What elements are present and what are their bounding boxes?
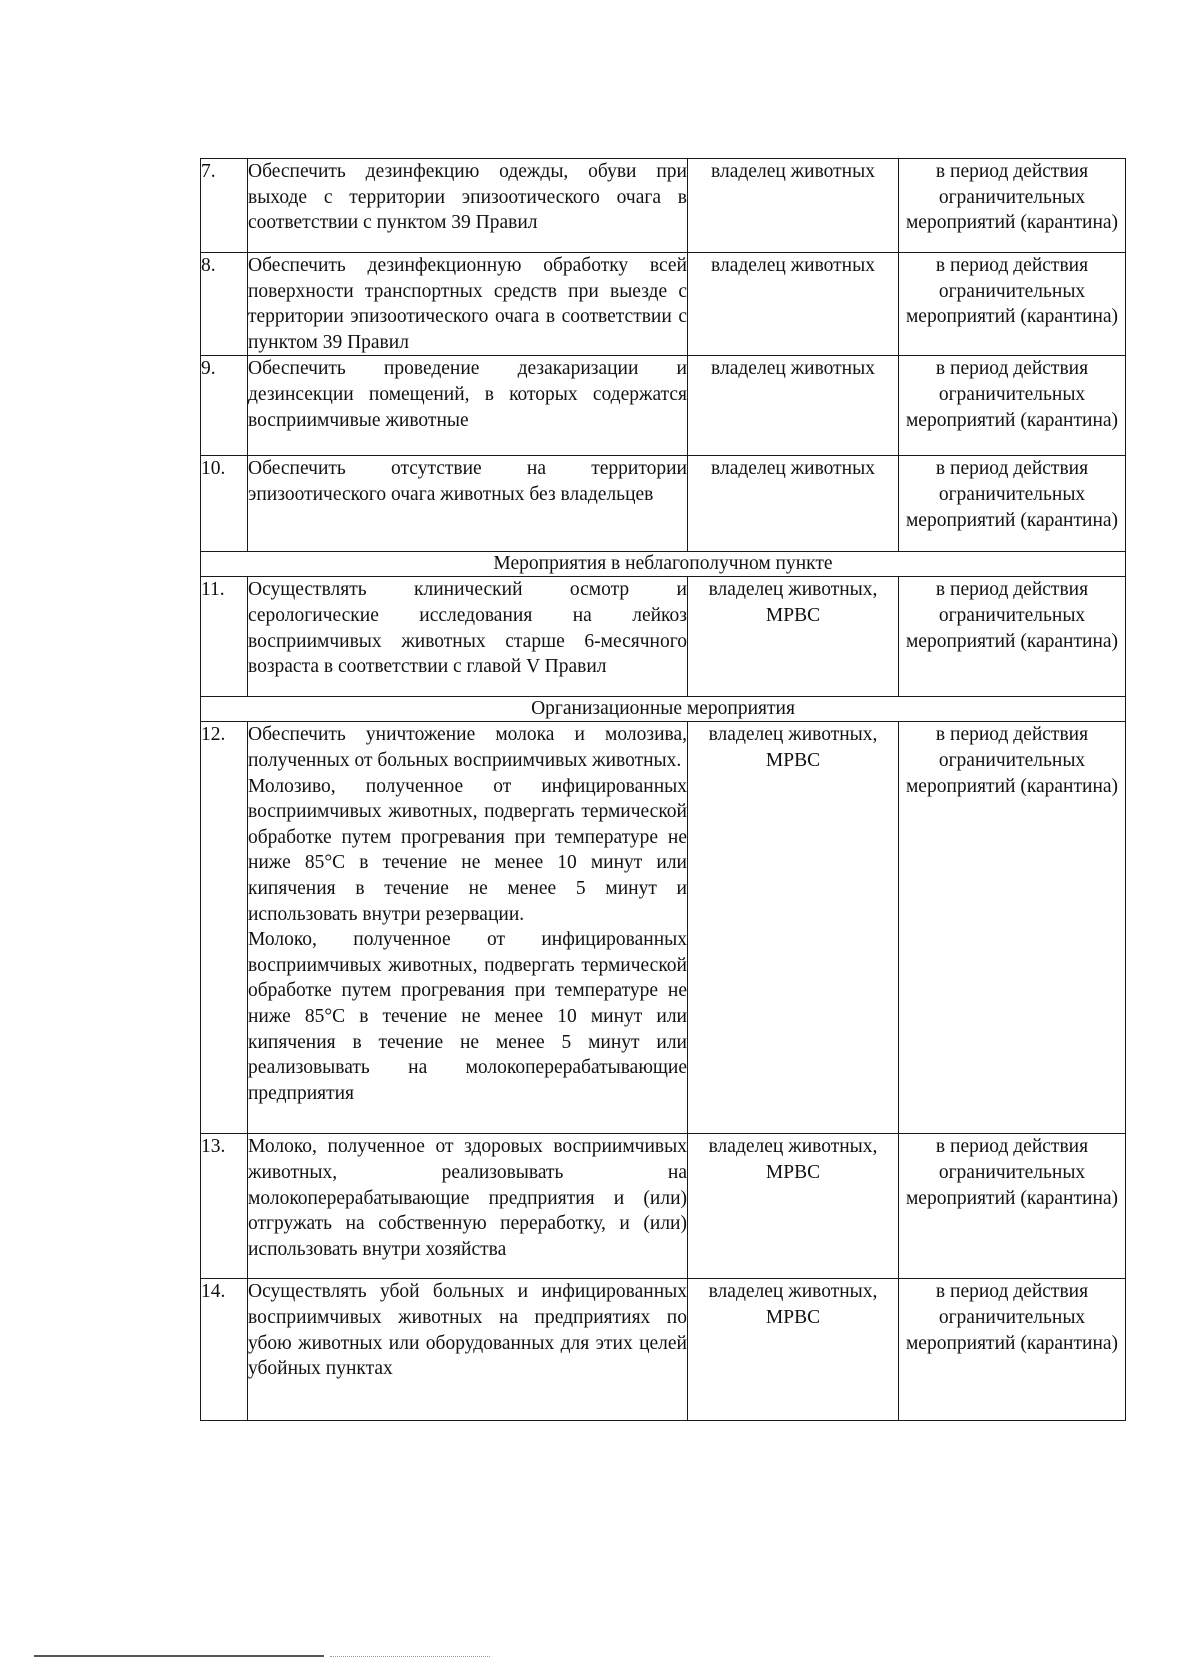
section-title-unfavorable-point: Мероприятия в неблагополучном пункте: [201, 552, 1126, 577]
responsible-cell: владелец животных: [688, 253, 899, 356]
table-row: [201, 1279, 1126, 1421]
responsible-cell: владелец животных, МРВС: [688, 1279, 899, 1421]
action-text: Обеспечить уничтожение молока и молозива, полученных от больных восприимчивых животных.: [248, 724, 687, 771]
row-number: 11.: [201, 577, 248, 697]
period-cell: в период действия ограничительных мероприятий (карантина): [899, 722, 1126, 1134]
table-row: [201, 253, 1126, 356]
responsible-cell: владелец животных: [688, 456, 899, 552]
table-row: [201, 356, 1126, 456]
row-number: 9.: [201, 356, 248, 456]
row-number: 14.: [201, 1279, 248, 1421]
footer-rule-faint: [330, 1656, 490, 1657]
action-text: Осуществлять клинический осмотр и серологические исследования на лейкоз восприимчивых животных старше 6-месячного возраста в соответствии с главой V Правил: [248, 579, 687, 678]
action-cell: [248, 577, 688, 697]
section-title-organizational: Организационные мероприятия: [201, 697, 1126, 722]
action-cell: [248, 253, 688, 356]
period-cell: в период действия ограничительных мероприятий (карантина): [899, 1279, 1126, 1421]
table-section-header: [201, 552, 1126, 577]
action-cell: [248, 1134, 688, 1279]
action-cell: [248, 1279, 688, 1421]
table-body-section-1: [201, 577, 1126, 697]
measures-table: [200, 158, 1126, 1421]
row-number: 10.: [201, 456, 248, 552]
action-text: Обеспечить дезинфекцию одежды, обуви при выходе с территории эпизоотического очага в соответствии с пунктом 39 Правил: [248, 161, 687, 234]
row-number: 7.: [201, 159, 248, 253]
table-row: [201, 159, 1126, 253]
period-cell: в период действия ограничительных мероприятий (карантина): [899, 159, 1126, 253]
period-cell: в период действия ограничительных мероприятий (карантина): [899, 456, 1126, 552]
responsible-cell: владелец животных: [688, 159, 899, 253]
table-row: [201, 577, 1126, 697]
row-number: 8.: [201, 253, 248, 356]
row-number: 13.: [201, 1134, 248, 1279]
responsible-cell: владелец животных, МРВС: [688, 722, 899, 1134]
row-number: 12.: [201, 722, 248, 1134]
section-row: [201, 552, 1126, 577]
action-text: Молоко, полученное от здоровых восприимчивых животных, реализовывать на молокоперерабатывающие предприятия и (или) отгружать на собственную переработку, и (или) использовать внутри хозяйства: [248, 1136, 687, 1260]
period-cell: в период действия ограничительных мероприятий (карантина): [899, 1134, 1126, 1279]
action-text: Обеспечить дезинфекционную обработку всей поверхности транспортных средств при выезде с территории эпизоотического очага в соответствии с пунктом 39 Правил: [248, 255, 687, 353]
action-text: Молозиво, полученное от инфицированных восприимчивых животных, подвергать термической обработке путем прогревания при температуре не ниже 85°С в течение не менее 10 минут или кипячения в течение не менее 5 минут и использовать внутри резервации.: [248, 775, 687, 925]
table-row: [201, 456, 1126, 552]
responsible-cell: владелец животных: [688, 356, 899, 456]
section-row: [201, 697, 1126, 722]
table-body-main: [201, 159, 1126, 552]
action-cell: [248, 456, 688, 552]
action-text: Обеспечить проведение дезакаризации и дезинсекции помещений, в которых содержатся восприимчивые животные: [248, 358, 687, 431]
action-text: Осуществлять убой больных и инфицированных восприимчивых животных на предприятиях по убою животных или оборудованных для этих целей убойных пунктах: [248, 1281, 687, 1380]
action-cell: [248, 159, 688, 253]
table-row: [201, 722, 1126, 1134]
period-cell: в период действия ограничительных мероприятий (карантина): [899, 577, 1126, 697]
action-cell: [248, 356, 688, 456]
table-row: [201, 1134, 1126, 1279]
action-cell: [248, 722, 688, 1134]
table-body-section-2: [201, 722, 1126, 1421]
period-cell: в период действия ограничительных мероприятий (карантина): [899, 253, 1126, 356]
period-cell: в период действия ограничительных мероприятий (карантина): [899, 356, 1126, 456]
table-section-header: [201, 697, 1126, 722]
action-text: Молоко, полученное от инфицированных восприимчивых животных, подвергать термической обработке путем прогревания при температуре не ниже 85°С в течение не менее 10 минут или кипячения в течение не менее 5 минут или реализовывать на молокоперерабатывающие предприятия: [248, 929, 687, 1104]
responsible-cell: владелец животных, МРВС: [688, 577, 899, 697]
responsible-cell: владелец животных, МРВС: [688, 1134, 899, 1279]
action-text: Обеспечить отсутствие на территории эпизоотического очага животных без владельцев: [248, 458, 687, 505]
footer-rule: [34, 1655, 324, 1657]
